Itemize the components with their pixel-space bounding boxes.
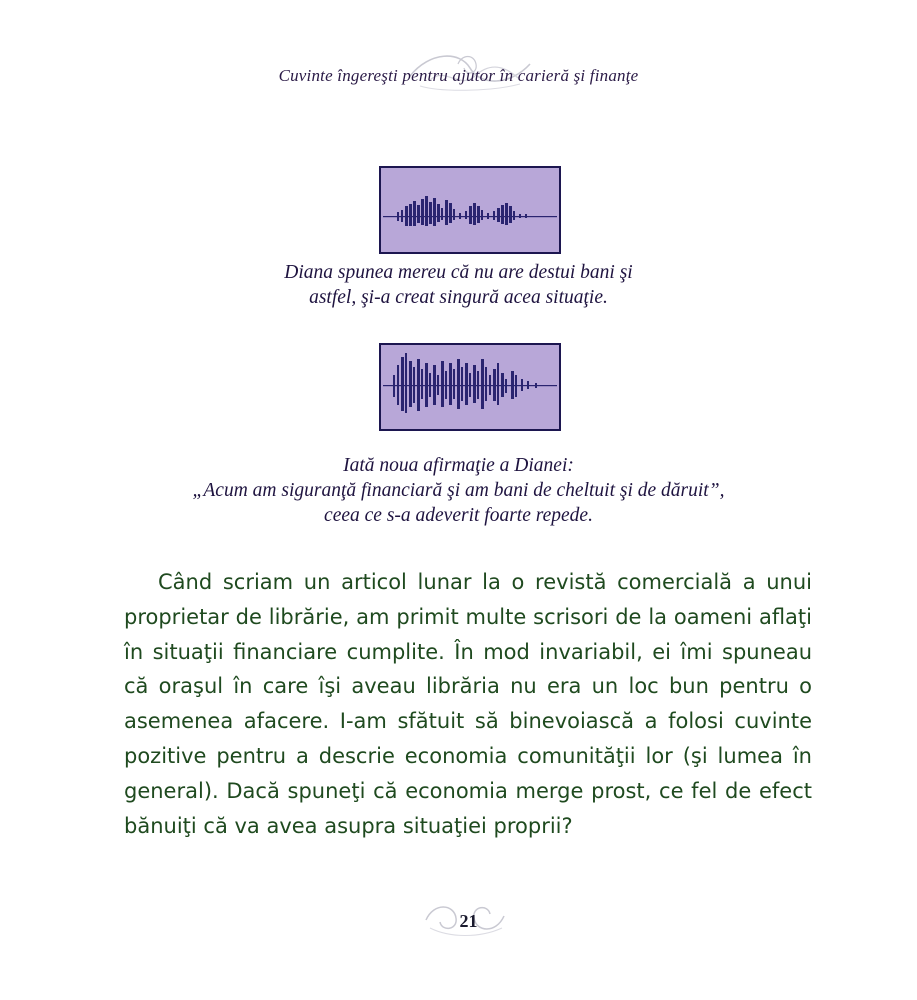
- waveform-before-figure: [379, 166, 561, 254]
- caption-line: „Acum am siguranţă financiară şi am bani de cheltuit şi de dăruit”,: [192, 480, 725, 501]
- waveform-after-figure: [379, 343, 561, 431]
- waveform-before-caption: [0, 260, 917, 310]
- body-paragraph: Când scriam un articol lunar la o revistă comercială a unui proprietar de librărie, am primit multe scrisori de la oameni aflaţi în situaţii financiare cumplite. În mod invariabil, ei îmi spuneau că oraşul în care îşi aveau librăria nu era un loc bun pentru o asemenea afacere. I-am sfătuit să binevoiască a folosi cuvinte pozitive pentru a descrie economia comunităţii lor (şi lumea în general). Dacă spuneţi că economia merge prost, ce fel de efect bănuiţi că va avea asupra situaţiei proprii?: [124, 570, 812, 838]
- caption-line: Diana spunea mereu că nu are destui bani şi: [284, 262, 633, 283]
- audio-waveform-icon: [381, 168, 559, 252]
- audio-waveform-icon: [381, 345, 559, 429]
- caption-line: Iată noua afirmaţie a Dianei:: [343, 455, 574, 476]
- page-header: [0, 38, 917, 98]
- body-text: [124, 565, 812, 843]
- running-title: Cuvinte îngereşti pentru ajutor în carieră şi finanţe: [278, 66, 639, 85]
- waveform-after-caption: [0, 453, 917, 528]
- page-number: 21: [459, 911, 478, 931]
- page-footer: [0, 896, 917, 946]
- caption-line: astfel, şi-a creat singură acea situaţie.: [309, 287, 608, 308]
- caption-line: ceea ce s-a adeverit foarte repede.: [324, 505, 593, 526]
